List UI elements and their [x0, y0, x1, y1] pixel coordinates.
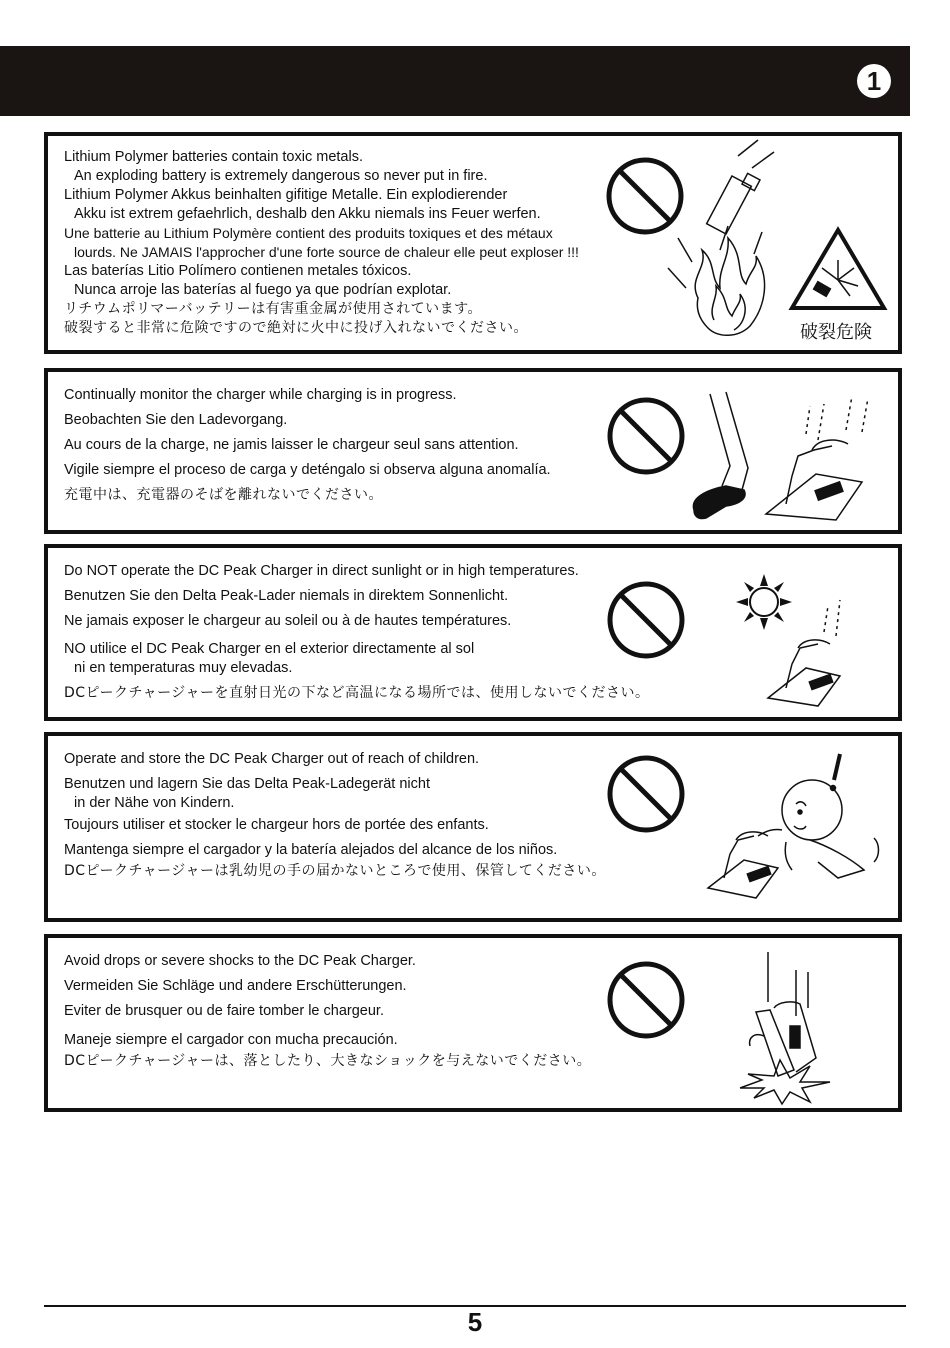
text-line: Lithium Polymer batteries contain toxic metals. — [64, 149, 363, 165]
text-line: An exploding battery is extremely dangerous so never put in fire. — [74, 168, 488, 184]
text-line: Beobachten Sie den Ladevorgang. — [64, 412, 288, 428]
text-line: Benutzen und lagern Sie das Delta Peak-Ladegerät nicht — [64, 776, 430, 792]
danger-caption: 破裂危険 — [800, 322, 872, 343]
text-line: Toujours utiliser et stocker le chargeur hors de portée des enfants. — [64, 817, 489, 833]
explosion-warning-icon — [788, 224, 888, 314]
prohibition-icon — [604, 578, 688, 662]
text-line: 破裂すると非常に危険ですので絶対に火中に投げ入れないでください。 — [64, 320, 528, 336]
charger-heat-icon — [760, 592, 860, 712]
text-line: リチウムポリマーバッテリーは有害重金属が使用されています。 — [64, 301, 482, 317]
warning-box-battery-fire — [44, 132, 902, 354]
falling-charger-icon — [734, 948, 844, 1106]
text-line: Mantenga siempre el cargador y la batería alejados del alcance de los niños. — [64, 842, 558, 858]
text-line: DCピークチャージャーを直射日光の下など高温になる場所では、使用しないでください。 — [64, 685, 650, 701]
text-line: ni en temperaturas muy elevadas. — [74, 660, 293, 676]
text-line: Maneje siempre el cargador con mucha precaución. — [64, 1032, 398, 1048]
warning-box-drops — [44, 934, 902, 1112]
page-number: 5 — [467, 1307, 483, 1337]
text-line: 充電中は、充電器のそばを離れないでください。 — [64, 487, 383, 503]
text-line: NO utilice el DC Peak Charger en el exterior directamente al sol — [64, 641, 475, 657]
warning-text — [64, 562, 650, 703]
text-line: Do NOT operate the DC Peak Charger in direct sunlight or in high temperatures. — [64, 563, 579, 579]
battery-fire-icon — [658, 138, 778, 348]
text-line: Akku ist extrem gefaehrlich, deshalb den Akku niemals ins Feuer werfen. — [74, 206, 541, 222]
header-bar — [0, 46, 910, 116]
warning-box-children — [44, 732, 902, 922]
text-line: DCピークチャージャーは乳幼児の手の届かないところで使用、保管してください。 — [64, 863, 606, 879]
text-line: Operate and store the DC Peak Charger out of reach of children. — [64, 751, 480, 767]
text-line: Ne jamais exposer le chargeur au soleil ou à de hautes températures. — [64, 613, 512, 629]
text-line: Lithium Polymer Akkus beinhalten gifitige Metalle. Ein explodierender — [64, 187, 508, 203]
text-line: lourds. Ne JAMAIS l'approcher d'une forte source de chaleur elle peut exploser !!! — [74, 244, 579, 260]
text-line: Eviter de brusquer ou de faire tomber le chargeur. — [64, 1003, 384, 1019]
text-line: Au cours de la charge, ne jamis laisser le chargeur seul sans attention. — [64, 437, 519, 453]
warning-text — [64, 952, 591, 1071]
text-line: Avoid drops or severe shocks to the DC Peak Charger. — [64, 953, 416, 969]
text-line: Benutzen Sie den Delta Peak-Lader niemals in direktem Sonnenlicht. — [64, 588, 509, 604]
text-line: Une batterie au Lithium Polymère contient des produits toxiques et des métaux — [64, 225, 553, 241]
prohibition-icon — [604, 394, 688, 478]
warning-box-monitor-charging — [44, 368, 902, 534]
text-line: Vigile siempre el proceso de carga y deténgalo si observa alguna anomalía. — [64, 462, 551, 478]
warning-text — [64, 750, 606, 881]
walking-away-charger-icon — [686, 386, 886, 526]
text-line: in der Nähe von Kindern. — [74, 795, 235, 811]
text-line: Nunca arroje las baterías al fuego ya que podrían explotar. — [74, 282, 452, 298]
section-number-badge: 1 — [857, 64, 891, 98]
text-line: DCピークチャージャーは、落としたり、大きなショックを与えないでください。 — [64, 1053, 592, 1069]
warning-box-sunlight — [44, 544, 902, 721]
text-line: Continually monitor the charger while charging is in progress. — [64, 387, 457, 403]
text-line: Vermeiden Sie Schläge und andere Erschütterungen. — [64, 978, 407, 994]
prohibition-icon — [604, 752, 688, 836]
baby-reaching-icon — [688, 750, 888, 900]
warning-text — [64, 386, 551, 505]
warning-text — [64, 148, 579, 338]
text-line: Las baterías Litio Polímero contienen metales tóxicos. — [64, 263, 412, 279]
prohibition-icon — [604, 958, 688, 1042]
